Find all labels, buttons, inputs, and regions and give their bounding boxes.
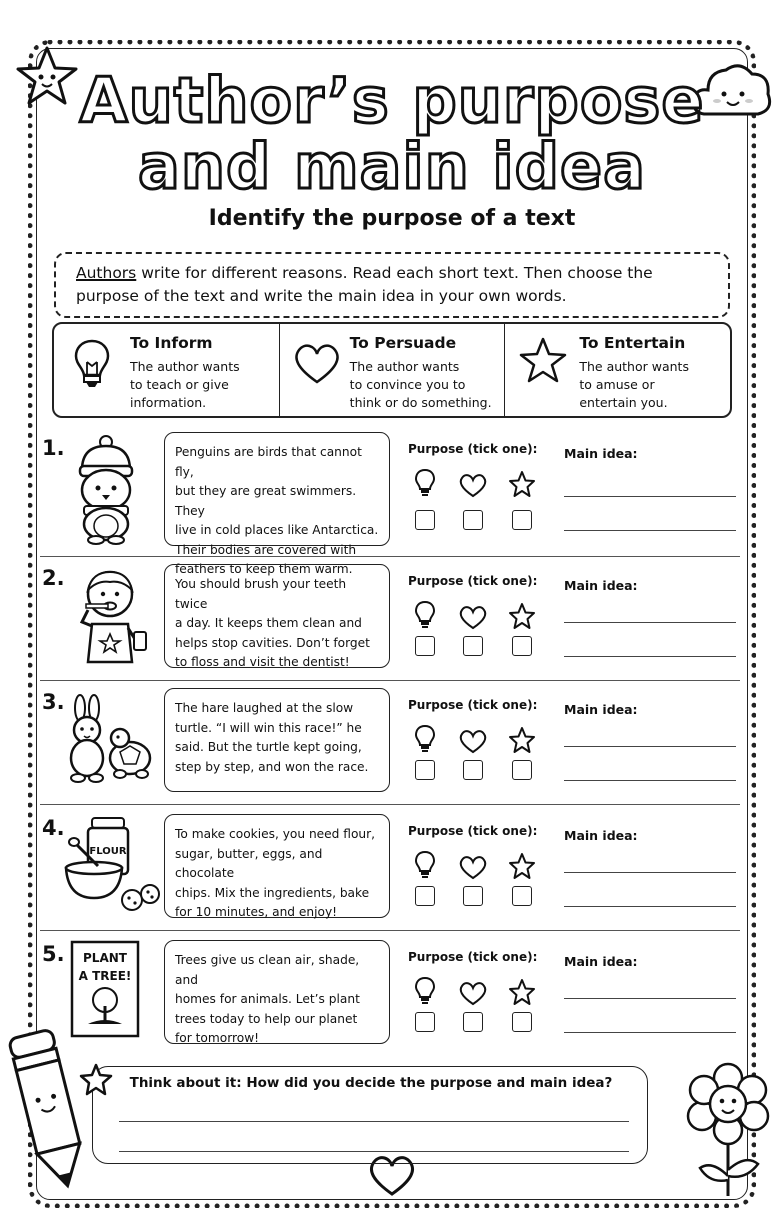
item-divider [40,930,740,931]
purpose-persuade-checkbox[interactable] [463,1012,483,1032]
item-number: 5. [42,942,65,966]
legend-persuade-desc-line: The author wants [349,359,460,374]
passage-box [164,564,390,668]
item-divider [40,680,740,681]
passage-line: for 10 minutes, and enjoy! [175,905,338,919]
plant-a-tree-sign-icon [68,940,142,1040]
legend-inform [54,324,280,416]
instructions-box [54,252,730,318]
penguin-icon [64,434,148,546]
passage-line: Their bodies are covered with [175,542,357,557]
purpose-label: Purpose (tick one): [408,442,538,456]
lightbulb-icon [414,976,436,1006]
instructions-keyword: Authors [76,264,137,282]
instructions-line1 [76,262,710,285]
legend-persuade-title: To Persuade [349,334,457,352]
main-idea-label: Main idea: [564,954,638,969]
smiling-flower-icon [682,1060,774,1200]
passage-line: To make cookies, you need flour, [175,827,376,841]
passage-line: a day. It keeps them clean and [175,616,362,630]
page-subtitle: Identify the purpose of a text [208,206,576,231]
page-title-line2: and main idea [138,130,646,203]
star-icon [508,602,536,630]
reflection-question: Think about it: How did you decide the purpose and main idea? [129,1075,613,1091]
main-idea-answer-line[interactable] [564,746,736,747]
main-idea-answer-line[interactable] [564,496,736,497]
legend-persuade [280,324,506,416]
hare-and-turtle-icon [58,694,158,786]
purpose-inform-checkbox[interactable] [415,510,435,530]
purpose-persuade-checkbox[interactable] [463,510,483,530]
star-icon [508,978,536,1006]
heart-icon [458,604,488,630]
legend-persuade-desc-line: think or do something. [349,395,492,410]
heart-icon [458,472,488,498]
legend-inform-desc-line: The author wants [130,359,240,374]
purpose-inform-checkbox[interactable] [415,760,435,780]
item-number: 3. [42,690,65,714]
heart-icon [292,340,342,386]
main-idea-label: Main idea: [564,446,638,461]
passage-box [164,814,390,918]
star-icon [508,726,536,754]
star-icon [519,336,567,384]
legend-inform-desc-line: to teach or give [130,377,229,392]
main-idea-answer-line[interactable] [564,622,736,623]
legend-entertain-desc-line: to amuse or [579,377,655,392]
purpose-entertain-checkbox[interactable] [512,1012,532,1032]
legend-inform-desc-line: information. [130,395,207,410]
star-icon [508,470,536,498]
purpose-entertain-checkbox[interactable] [512,760,532,780]
heart-icon [458,980,488,1006]
purpose-label: Purpose (tick one): [408,698,538,712]
passage-line: Trees give us clean air, shade, and [175,953,360,987]
instructions-line2: purpose of the text and write the main idea in your own words. [76,287,567,305]
passage-line: feathers to keep them warm. [175,562,353,576]
purpose-persuade-checkbox[interactable] [463,636,483,656]
lightbulb-icon [414,850,436,880]
legend-persuade-desc-line: to convince you to [349,377,466,392]
main-idea-answer-line[interactable] [564,998,736,999]
purpose-inform-checkbox[interactable] [415,886,435,906]
purpose-label: Purpose (tick one): [408,824,538,838]
purpose-entertain-checkbox[interactable] [512,886,532,906]
page-title-line1: Author’s purpose [79,64,705,137]
main-idea-label: Main idea: [564,578,638,593]
main-idea-answer-line[interactable] [564,872,736,873]
sign-text-line1: PLANT [83,951,127,965]
main-idea-answer-line[interactable] [564,780,736,781]
purpose-inform-checkbox[interactable] [415,1012,435,1032]
item-number: 1. [42,436,65,460]
passage-line: but they are great swimmers. They [175,484,357,518]
main-idea-label: Main idea: [564,702,638,717]
passage-box [164,432,390,576]
legend-entertain-title: To Entertain [579,334,686,352]
heart-icon [458,854,488,880]
purpose-label: Purpose (tick one): [408,950,538,964]
legend-entertain-desc [579,358,739,412]
item-divider [40,556,740,557]
purpose-inform-checkbox[interactable] [415,636,435,656]
passage-box [164,940,390,1044]
purpose-entertain-checkbox[interactable] [512,636,532,656]
passage-line: sugar, butter, eggs, and chocolate [175,846,323,880]
flour-bag-label: FLOUR [89,846,127,857]
main-idea-answer-line[interactable] [564,530,736,531]
main-idea-answer-line[interactable] [564,906,736,907]
lightbulb-icon [414,600,436,630]
legend-inform-desc [130,358,290,412]
purpose-persuade-checkbox[interactable] [463,760,483,780]
cookie-baking-icon [62,814,162,914]
legend-inform-title: To Inform [130,334,213,352]
heart-icon [458,728,488,754]
legend-entertain-desc-line: The author wants [579,359,689,374]
lightbulb-icon [414,724,436,754]
purpose-legend [52,322,732,418]
main-idea-label: Main idea: [564,828,638,843]
reflection-answer-line[interactable] [119,1121,629,1122]
main-idea-answer-line[interactable] [564,1032,736,1033]
passage-line: The hare laughed at the slow [175,701,354,715]
purpose-persuade-checkbox[interactable] [463,886,483,906]
passage-line: step by step, and won the race. [175,759,369,774]
passage-line: Penguins are birds that cannot fly, [175,445,362,479]
main-idea-answer-line[interactable] [564,656,736,657]
purpose-entertain-checkbox[interactable] [512,510,532,530]
passage-line: homes for animals. Let’s plant [175,992,360,1006]
passage-line: You should brush your teeth twice [175,577,347,611]
smiling-pencil-icon [6,1022,90,1192]
lightbulb-icon [72,338,112,390]
legend-entertain-desc-line: entertain you. [579,395,668,410]
star-icon [508,852,536,880]
passage-line: chips. Mix the ingredients, bake [175,885,370,900]
reflection-box [92,1066,648,1164]
legend-persuade-desc [350,358,510,412]
item-number: 2. [42,566,65,590]
legend-entertain [505,324,730,416]
passage-box [164,688,390,792]
item-divider [40,804,740,805]
instructions-line1-text: write for different reasons. Read each short text. Then choose the [136,264,653,282]
passage-line: said. But the turtle kept going, [175,740,362,754]
item-number: 4. [42,816,65,840]
reflection-answer-line[interactable] [119,1151,629,1152]
purpose-label: Purpose (tick one): [408,574,538,588]
passage-line: to floss and visit the dentist! [175,655,350,669]
passage-line: trees today to help our planet [175,1011,358,1026]
lightbulb-icon [414,468,436,498]
passage-line: helps stop cavities. Don’t forget [175,635,370,650]
passage-line: for tomorrow! [175,1031,260,1045]
passage-line: live in cold places like Antarctica. [175,523,379,537]
sign-text-line2: A TREE! [78,969,132,983]
passage-line: turtle. “I will win this race!” he [175,720,362,735]
child-brushing-teeth-icon [68,566,152,670]
